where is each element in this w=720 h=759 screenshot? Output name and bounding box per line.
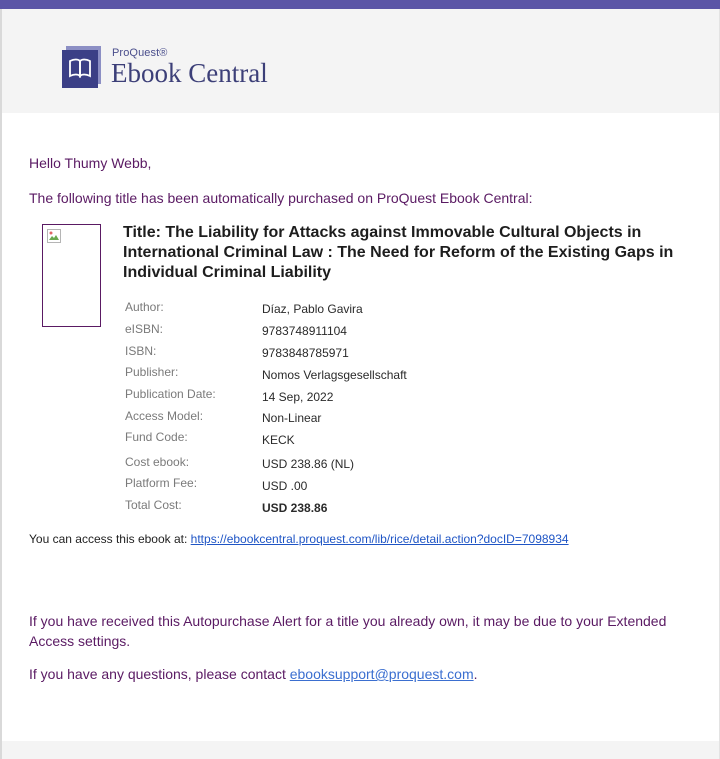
support-email-link[interactable]: ebooksupport@proquest.com bbox=[289, 666, 474, 682]
ebook-access-link[interactable]: https://ebookcentral.proquest.com/lib/rice/detail.action?docID=7098934 bbox=[190, 532, 569, 546]
detail-value: 9783748911104 bbox=[262, 324, 347, 338]
detail-label: Publisher: bbox=[125, 365, 179, 379]
detail-value: USD 238.86 (NL) bbox=[262, 457, 355, 471]
detail-label: Publication Date: bbox=[125, 387, 216, 401]
contact-suffix: . bbox=[473, 666, 478, 682]
book-cover-image bbox=[42, 224, 101, 327]
top-accent-bar bbox=[0, 0, 720, 9]
detail-label: Cost ebook: bbox=[125, 455, 190, 469]
access-line bbox=[29, 532, 569, 546]
detail-label: Total Cost: bbox=[125, 498, 182, 512]
greeting: Hello Thumy Webb, bbox=[29, 155, 152, 171]
detail-value: 9783848785971 bbox=[262, 346, 349, 360]
detail-value: Non-Linear bbox=[262, 411, 322, 425]
left-border bbox=[0, 9, 2, 759]
detail-value: USD .00 bbox=[262, 479, 308, 493]
detail-value: 14 Sep, 2022 bbox=[262, 390, 334, 404]
detail-label: Fund Code: bbox=[125, 430, 188, 444]
proquest-logo bbox=[61, 40, 268, 94]
logo-proquest: ProQuest® bbox=[112, 46, 168, 59]
book-title: Title: The Liability for Attacks against Immovable Cultural Objects in International Criminal Law : The Need for Reform of the Existing Gaps in Individual Criminal Liability bbox=[123, 224, 674, 281]
logo-ebook-central: Ebook Central bbox=[111, 57, 268, 88]
extended-access-note: If you have received this Autopurchase Alert for a title you already own, it may be due to your Extended Access settings. bbox=[29, 613, 667, 649]
detail-value: Nomos Verlagsgesellschaft bbox=[262, 368, 407, 382]
detail-value: KECK bbox=[262, 433, 295, 447]
detail-label: Access Model: bbox=[125, 409, 204, 423]
detail-value: Díaz, Pablo Gavira bbox=[262, 302, 363, 316]
contact-line bbox=[29, 666, 478, 682]
detail-label: Author: bbox=[125, 300, 164, 314]
intro-text: The following title has been automatically purchased on ProQuest Ebook Central: bbox=[29, 190, 533, 206]
detail-label: eISBN: bbox=[125, 322, 164, 336]
access-prefix: You can access this ebook at: bbox=[29, 532, 191, 546]
detail-value: USD 238.86 bbox=[262, 501, 328, 515]
contact-prefix: If you have any questions, please contact bbox=[29, 666, 290, 682]
detail-label: Platform Fee: bbox=[125, 476, 198, 490]
broken-image-icon bbox=[47, 229, 61, 243]
email-footer bbox=[2, 741, 719, 759]
open-book-icon bbox=[61, 45, 103, 89]
detail-label: ISBN: bbox=[125, 344, 157, 358]
